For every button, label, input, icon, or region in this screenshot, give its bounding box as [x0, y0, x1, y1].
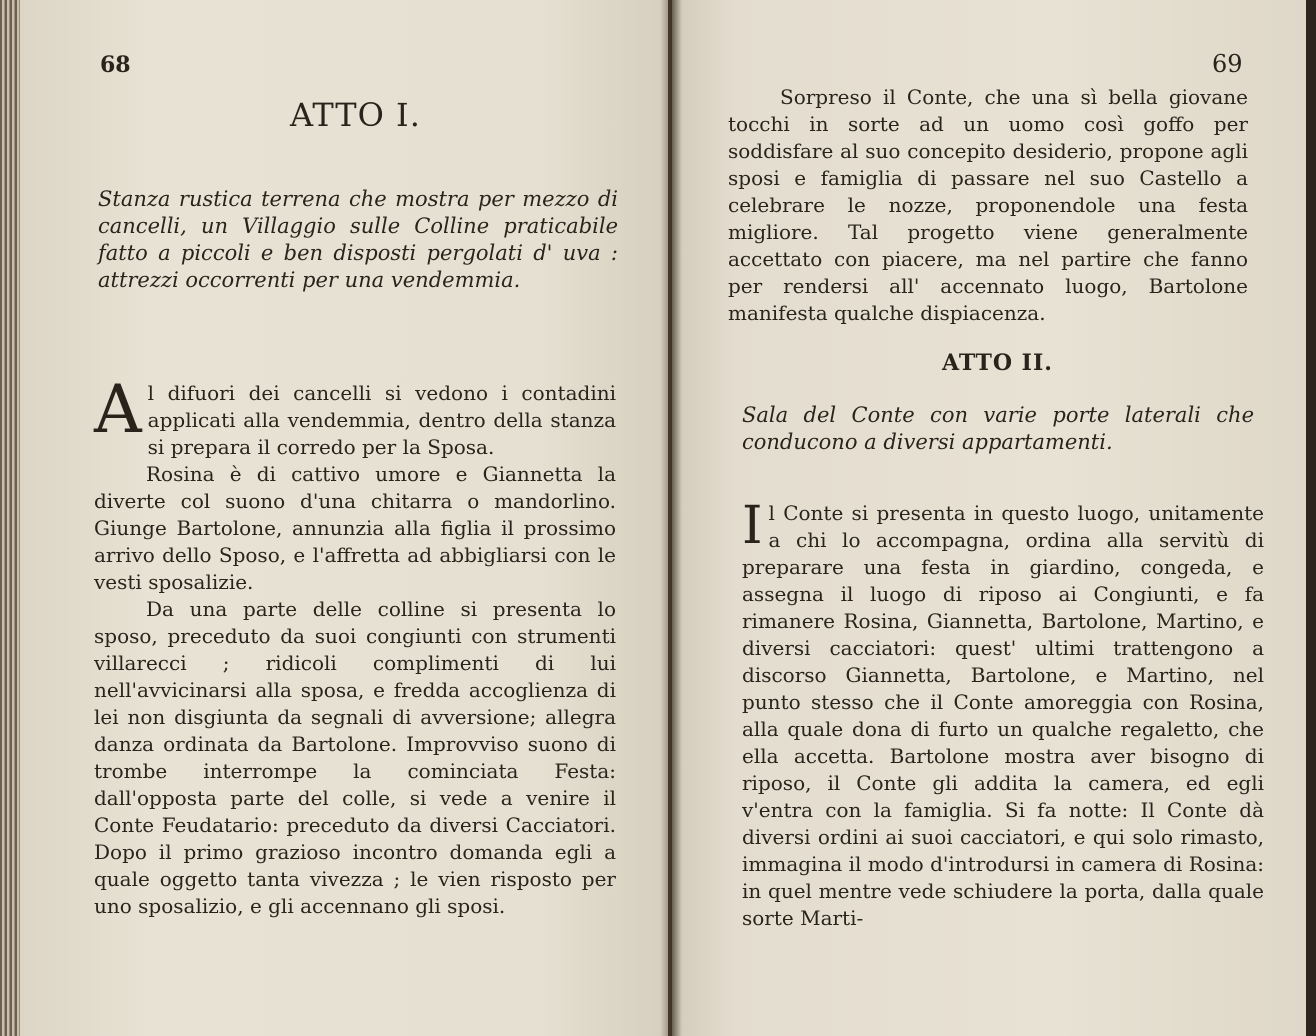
drop-cap: A — [94, 371, 142, 448]
page-number-right: 69 — [1212, 50, 1243, 78]
act-title-2: ATTO II. — [942, 350, 1053, 376]
continued-text — [728, 84, 1248, 327]
right-margin — [1306, 0, 1316, 1036]
right-page — [672, 0, 1308, 1036]
paragraph — [94, 371, 616, 461]
page-number-left: 68 — [100, 52, 131, 78]
left-page — [20, 0, 668, 1036]
scene-setting-1: Stanza rustica terrena che mostra per mezzo di cancelli, un Villaggio sulle Colline praticabile fatto a piccoli e ben disposti pergolati d' uva : attrezzi occorrenti per una vendemmia. — [98, 187, 618, 292]
book-gutter — [660, 0, 682, 1036]
paragraph — [742, 496, 1264, 932]
drop-cap: I — [742, 496, 763, 556]
act-1-text — [94, 371, 616, 920]
paragraph: Sorpreso il Conte, che una sì bella giovane tocchi in sorte ad un uomo così goffo per soddisfare al suo concepito desiderio, propone agli sposi e famiglia di passare nel suo Castello a celebrare le nozze, proponendole una festa migliore. Tal progetto viene generalmente accettato con piacere, ma nel partire che fanno per rendersi all' accennato luogo, Bartolone manifesta qualche dispiacenza. — [728, 85, 1248, 325]
paragraph: Rosina è di cattivo umore e Giannetta la diverte col suono d'una chitarra o mandorlino. Giunge Bartolone, annunzia alla figlia il prossimo arrivo dello Sposo, e l'affretta ad abbigliarsi con le vesti sposalizie. — [94, 462, 616, 594]
paragraph-text: l difuori dei cancelli si vedono i contadini applicati alla vendemmia, dentro della stanza si prepara il corredo per la Sposa. — [147, 381, 616, 459]
act-2-text — [742, 496, 1264, 932]
paragraph: Da una parte delle colline si presenta lo sposo, preceduto da suoi congiunti con strumenti villarecci ; ridicoli complimenti di lui nell'avvicinarsi alla sposa, e fredda accoglienza di lei non disgiunta da segnali di avversione; allegra danza ordinata da Bartolone. Improvviso suono di trombe interrompe la cominciata Festa: dall'opposta parte del colle, si vede a venire il Conte Feudatario: preceduto da diversi Cacciatori. Dopo il primo grazioso incontro domanda egli a quale oggetto tanta vivezza ; le vien risposto per uno sposalizio, e gli accennano gli sposi. — [94, 597, 616, 918]
act-title-1: ATTO I. — [290, 96, 421, 134]
scene-setting-2: Sala del Conte con varie porte laterali che conducono a diversi appartamenti. — [742, 403, 1254, 454]
paragraph-text: l Conte si presenta in questo luogo, unitamente a chi lo accompagna, ordina alla servitù di preparare una festa in giardino, congeda, e assegna il luogo di riposo ai Congiunti, e fa rimanere Rosina, Giannetta, Bartolone, Martino, e diversi cacciatori: quest' ultimi trattengono a discorso Giannetta, Bartolone, e Martino, nel punto stesso che il Conte amoreggia con Rosina, alla quale dona di furto un qualche regaletto, che ella accetta. Bartolone mostra aver bisogno di riposo, il Conte gli addita la camera, ed egli v'entra con la famiglia. Si fa notte: Il Conte dà diversi ordini ai suoi cacciatori, e qui solo rimasto, immagina il modo d'introdursi in camera di Rosina: in quel mentre vede schiudere la porta, dalla quale sorte Marti- — [742, 501, 1264, 930]
